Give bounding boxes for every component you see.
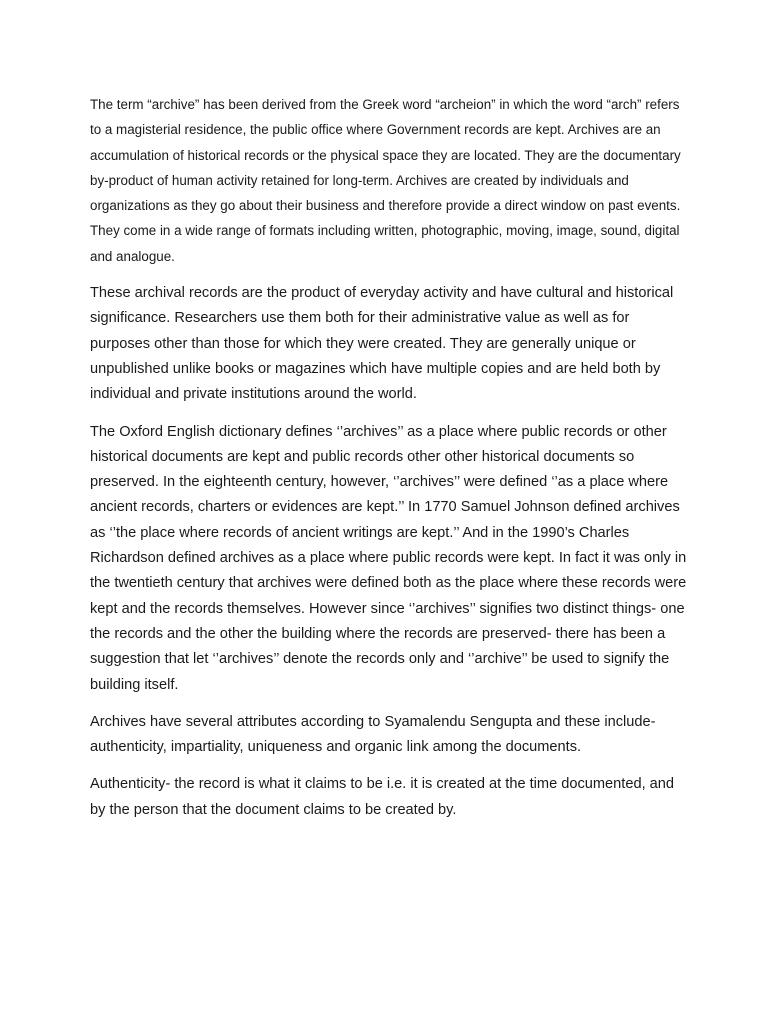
document-page: [90, 92, 690, 835]
paragraph-attributes: Archives have several attributes according to Syamalendu Sengupta and these include- authenticity, impartiality, uniqueness and organic link among the documents.: [90, 713, 656, 756]
paragraph-authenticity: Authenticity- the record is what it claims to be i.e. it is created at the time documented, and by the person that the document claims to be created by.: [90, 776, 675, 818]
paragraph-oxford-definition: The Oxford English dictionary defines ‘’archives’’ as a place where public records or other historical documents are kept and public records other other historical documents so preserved. In the eighteenth century, however, ‘’archives’’ were defined ‘’as a place where ancient records, charters or evidences are kept.’’ In 1770 Samuel Johnson defined archives as ‘’the place where records of ancient writings are kept.’’ And in the 1990’s Charles Richardson defined archives as a place where public records were kept. In fact it was only in the twentieth century that archives were defined both as the place where these records were kept and the records themselves. However since ‘’archives’’ signifies two distinct things- one the records and the other the building where the records are preserved- there has been a suggestion that let ‘’archives’’ denote the records only and ‘’archive’’ be used to signify the building itself.: [90, 423, 687, 693]
paragraph-archive-definition: The term “archive” has been derived from the Greek word “archeion” in which the word “arch” refers to a magisterial residence, the public office where Government records are kept. Archives are an accumulation of historical records or the physical space they are located. They are the documentary by-product of human activity retained for long-term. Archives are created by individuals and organizations as they go about their business and therefore provide a direct window on past events. They come in a wide range of formats including written, photographic, moving, image, sound, digital and analogue.: [90, 97, 681, 264]
paragraph-archival-records: These archival records are the product of everyday activity and have cultural and historical significance. Researchers use them both for their administrative value as well as for purposes other than those for which they were created. They are generally unique or unpublished unlike books or magazines which have multiple copies and are held both by individual and private institutions around the world.: [90, 285, 674, 403]
